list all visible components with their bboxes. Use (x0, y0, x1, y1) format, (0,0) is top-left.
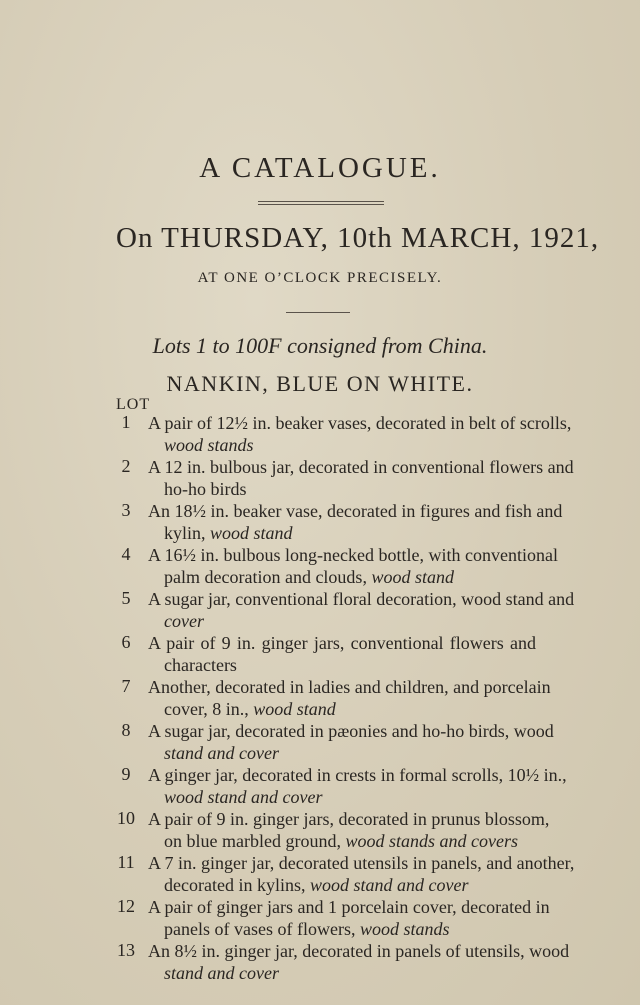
lots-consignment-line: Lots 1 to 100F consigned from China. (152, 333, 488, 358)
lot-description (148, 588, 575, 632)
lot-description-continuation (148, 786, 536, 808)
lot-description-italic: cover (164, 611, 204, 631)
section-heading: NANKIN, BLUE ON WHITE. (166, 371, 474, 396)
divider-rule (286, 312, 350, 313)
lot-number: 2 (121, 456, 131, 476)
lot-description-text: panels of vases of flowers, (164, 919, 360, 939)
lot-item (0, 412, 640, 456)
lot-description-line: An 18½ in. beaker vase, decorated in figures and fish and (148, 501, 563, 521)
lot-description-continuation (148, 742, 536, 764)
lot-description-line: A 7 in. ginger jar, decorated utensils in panels, and another, (148, 853, 575, 873)
lot-description (148, 720, 554, 764)
lot-description-text: decorated in kylins, (164, 875, 310, 895)
lot-item (0, 852, 640, 896)
lot-number: 11 (117, 852, 135, 872)
lot-description-line: A 16½ in. bulbous long-necked bottle, with conventional (148, 545, 558, 565)
lot-description-line: A sugar jar, decorated in pæonies and ho-ho birds, wood (148, 721, 554, 741)
lot-description-line: A pair of 9 in. ginger jars, decorated in prunus blossom, (148, 809, 550, 829)
lot-description (148, 456, 574, 500)
lot-number: 5 (121, 588, 131, 608)
lot-item (0, 500, 640, 544)
lot-number: 6 (121, 632, 131, 652)
lot-number: 4 (121, 544, 131, 564)
title-double-rule (258, 201, 384, 205)
lot-description-text: ho-ho birds (164, 479, 247, 499)
lot-description (148, 940, 570, 984)
lot-description-continuation (148, 478, 536, 500)
lot-number: 10 (117, 808, 135, 828)
lot-item (0, 764, 640, 808)
lot-description-line: A ginger jar, decorated in crests in formal scrolls, 10½ in., (148, 765, 567, 785)
lot-item (0, 456, 640, 500)
lot-item (0, 588, 640, 632)
lot-description (148, 896, 550, 940)
lot-description (148, 764, 567, 808)
lot-item (0, 632, 640, 676)
lot-item (0, 808, 640, 852)
lot-description (148, 544, 558, 588)
lot-description-continuation (148, 610, 536, 632)
lot-description-continuation (148, 874, 536, 896)
lot-description-continuation (148, 918, 536, 940)
lot-item (0, 720, 640, 764)
lot-description-line: A pair of ginger jars and 1 porcelain cover, decorated in (148, 897, 550, 917)
lot-item (0, 544, 640, 588)
lot-column-heading: LOT (116, 396, 151, 413)
lot-description-text: cover, 8 in., (164, 699, 254, 719)
lot-description-line: A pair of 12½ in. beaker vases, decorated in belt of scrolls, (148, 413, 572, 433)
lot-description-line: An 8½ in. ginger jar, decorated in panels of utensils, wood (148, 941, 570, 961)
catalogue-title: A CATALOGUE. (199, 152, 441, 184)
lot-description (148, 412, 572, 456)
lot-item (0, 896, 640, 940)
lot-description-text: on blue marbled ground, (164, 831, 346, 851)
lot-number: 3 (121, 500, 131, 520)
lot-number: 7 (121, 676, 131, 696)
lot-description-italic: wood stands (359, 919, 450, 939)
lot-description-continuation (148, 654, 536, 676)
lot-description-continuation (148, 962, 536, 984)
lot-description-continuation (148, 698, 536, 720)
sale-date: On THURSDAY, 10th MARCH, 1921, (116, 222, 600, 254)
lot-description-italic: stand and cover (164, 963, 279, 983)
lot-description-text: characters (164, 655, 237, 675)
lot-description-continuation (148, 434, 536, 456)
lot-description-line: Another, decorated in ladies and children, and porcelain (148, 677, 551, 697)
lot-description-italic: wood stand and cover (309, 875, 469, 895)
lot-number: 13 (117, 940, 135, 960)
lot-item (0, 676, 640, 720)
lot-number: 9 (121, 764, 131, 784)
lot-item (0, 940, 640, 984)
lot-description-continuation (148, 566, 536, 588)
lot-description-continuation (148, 522, 536, 544)
lot-description-italic: wood stand (253, 699, 336, 719)
lot-description-text: kylin, (164, 523, 211, 543)
lot-description-continuation (148, 830, 536, 852)
lot-description-italic: wood stand (210, 523, 293, 543)
lot-number: 12 (117, 896, 135, 916)
lot-description-italic: wood stands (164, 435, 254, 455)
lot-description (148, 632, 536, 676)
lot-number: 8 (121, 720, 131, 740)
lot-description (148, 676, 551, 720)
lot-description-italic: wood stand (371, 567, 454, 587)
lot-description (148, 852, 575, 896)
lot-description-italic: wood stand and cover (164, 787, 323, 807)
sale-time: AT ONE O’CLOCK PRECISELY. (197, 270, 443, 286)
lot-description-line: A sugar jar, conventional floral decoration, wood stand and (148, 589, 575, 609)
lot-number: 1 (121, 412, 131, 432)
lot-description-line: A pair of 9 in. ginger jars, conventional flowers and (148, 633, 536, 653)
lot-description-text: palm decoration and clouds, (164, 567, 372, 587)
lot-description (148, 500, 563, 544)
lot-description-italic: wood stands and covers (345, 831, 518, 851)
lot-description-italic: stand and cover (164, 743, 279, 763)
lot-description (148, 808, 550, 852)
lot-description-line: A 12 in. bulbous jar, decorated in conventional flowers and (148, 457, 574, 477)
